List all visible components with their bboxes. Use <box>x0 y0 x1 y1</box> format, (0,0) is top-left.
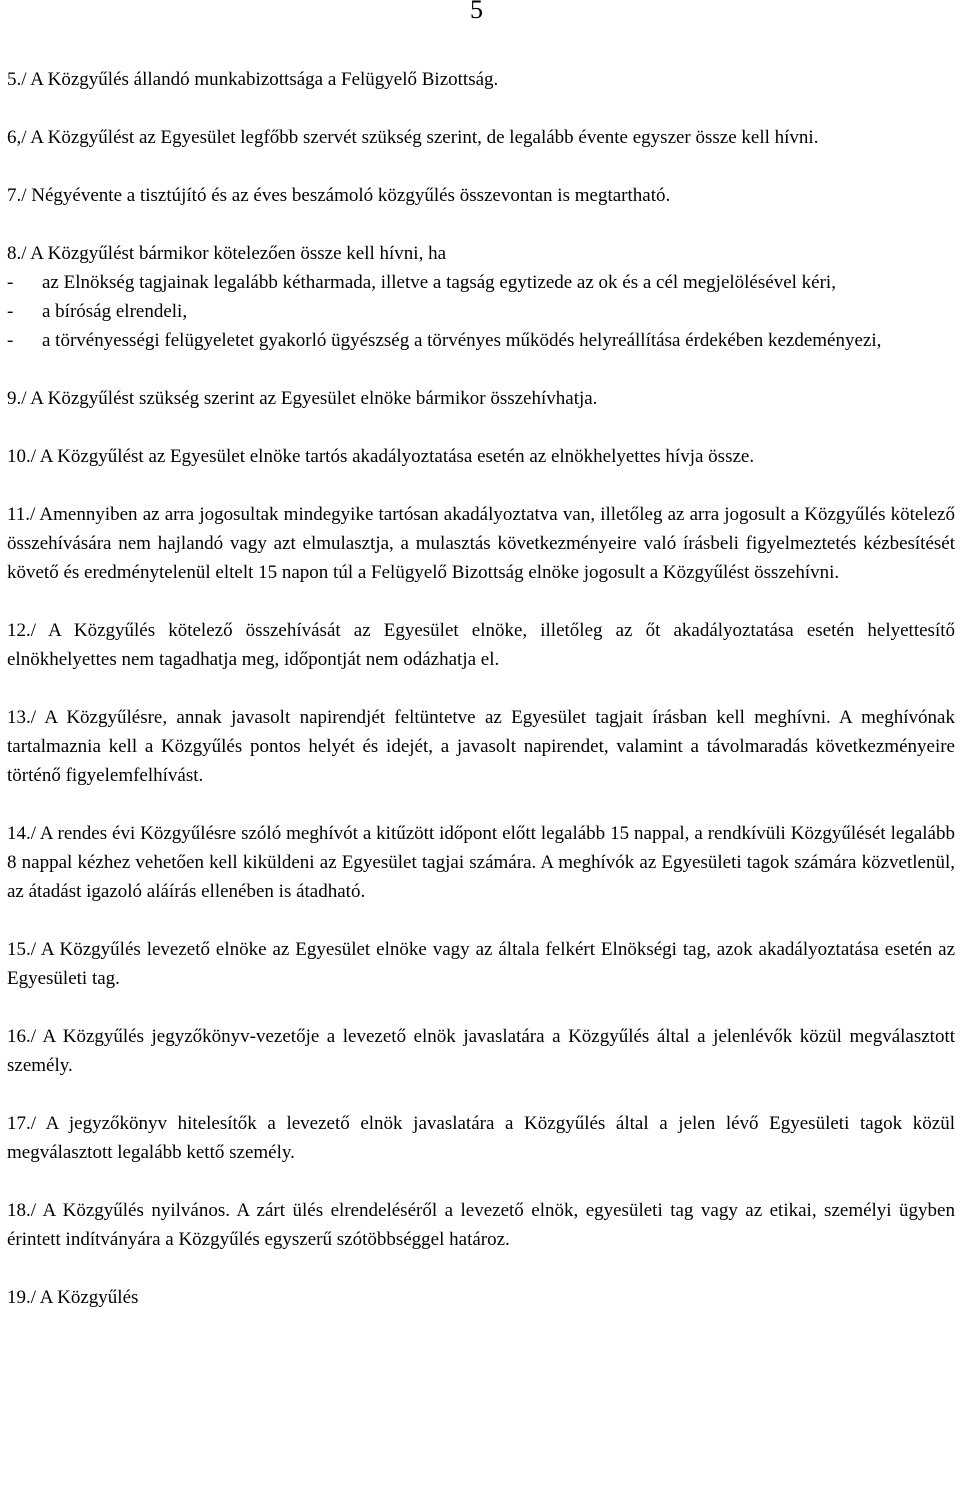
paragraph-8-list <box>7 268 955 355</box>
list-dash: - <box>7 301 14 322</box>
paragraph-10: 10./ A Közgyűlést az Egyesület elnöke tartós akadályoztatása esetén az elnökhelyettes hívja össze. <box>7 446 755 467</box>
paragraph-15: 15./ A Közgyűlés levezető elnöke az Egyesület elnöke vagy az általa felkért Elnökségi tag, azok akadályoztatása esetén az Egyesületi tag. <box>7 939 955 989</box>
paragraph-12: 12./ A Közgyűlés kötelező összehívását az Egyesület elnöke, illetőleg az őt akadályoztatása esetén helyettesítő elnökhelyettes nem tagadhatja meg, időpontját nem odázhatja el. <box>7 620 955 670</box>
paragraph-18: 18./ A Közgyűlés nyilvános. A zárt ülés elrendeléséről a levezető elnök, egyesületi tag vagy az etikai, személyi ügyben érintett indítványára a Közgyűlés egyszerű szótöbbséggel határoz. <box>7 1200 955 1250</box>
list-item <box>7 297 955 326</box>
paragraph-6: 6,/ A Közgyűlést az Egyesület legfőbb szervét szükség szerint, de legalább évente egyszer össze kell hívni. <box>7 127 819 148</box>
document-body <box>7 65 955 1341</box>
paragraph-9: 9./ A Közgyűlést szükség szerint az Egyesület elnöke bármikor összehívhatja. <box>7 388 598 409</box>
paragraph-8-intro: 8./ A Közgyűlést bármikor kötelezően össze kell hívni, ha <box>7 243 447 264</box>
paragraph-19: 19./ A Közgyűlés <box>7 1287 139 1308</box>
paragraph-7: 7./ Négyévente a tisztújító és az éves beszámoló közgyűlés összevontan is megtartható. <box>7 185 671 206</box>
paragraph-16: 16./ A Közgyűlés jegyzőkönyv-vezetője a levezető elnök javaslatára a Közgyűlés által a jelenlévők közül megválasztott személy. <box>7 1026 955 1076</box>
paragraph-5: 5./ A Közgyűlés állandó munkabizottsága a Felügyelő Bizottság. <box>7 69 499 90</box>
paragraph-11: 11./ Amennyiben az arra jogosultak mindegyike tartósan akadályoztatva van, illetőleg az arra jogosult a Közgyűlés kötelező összehívására nem hajlandó vagy azt elmulasztja, a mulasztás következményeire való írásbeli figyelmeztetés kézbesítését követő és eredménytelenül eltelt 15 napon túl a Felügyelő Bizottság elnöke jogosult a Közgyűlést összehívni. <box>7 504 955 583</box>
list-dash: - <box>7 272 14 293</box>
paragraph-8 <box>7 239 955 355</box>
page-number: 5 <box>470 0 483 24</box>
list-item-text: az Elnökség tagjainak legalább kétharmada, illetve a tagság egytizede az ok és a cél megjelölésével kéri, <box>42 272 836 293</box>
paragraph-13: 13./ A Közgyűlésre, annak javasolt napirendjét feltüntetve az Egyesület tagjait írásban kell meghívni. A meghívónak tartalmaznia kell a Közgyűlés pontos helyét és idejét, a javasolt napirendet, valamint a távolmaradás következményeire történő figyelemfelhívást. <box>7 707 955 786</box>
list-item-text: a bíróság elrendeli, <box>42 301 188 322</box>
list-item-text: a törvényességi felügyeletet gyakorló ügyészség a törvényes működés helyreállítása érdekében kezdeményezi, <box>42 330 882 351</box>
list-item <box>7 268 955 297</box>
list-item <box>7 326 955 355</box>
paragraph-17: 17./ A jegyzőkönyv hitelesítők a levezető elnök javaslatára a Közgyűlés által a jelen lévő Egyesületi tagok közül megválasztott legalább kettő személy. <box>7 1113 955 1163</box>
list-dash: - <box>7 330 14 351</box>
paragraph-14: 14./ A rendes évi Közgyűlésre szóló meghívót a kitűzött időpont előtt legalább 15 nappal, a rendkívüli Közgyűlését legalább 8 nappal kézhez vehetően kell kiküldeni az Egyesület tagjai számára. A meghívók az Egyesületi tagok számára közvetlenül, az átadást igazoló aláírás ellenében is átadható. <box>7 823 955 902</box>
